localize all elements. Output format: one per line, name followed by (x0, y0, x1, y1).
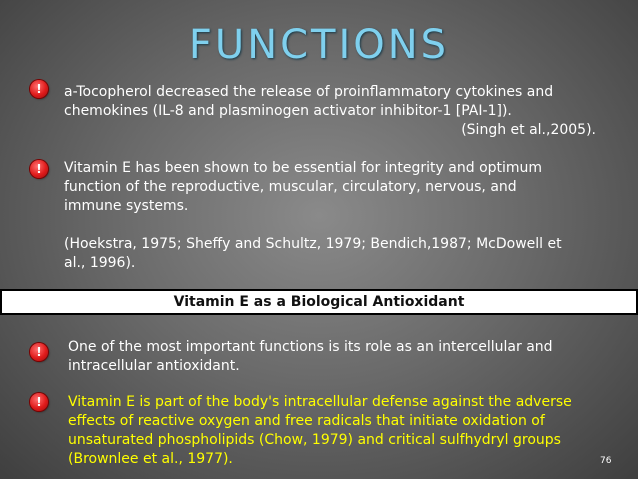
bullet-text-intracellular-defense (68, 393, 628, 469)
text-line: a-Tocopherol decreased the release of proinflammatory cytokines and (64, 84, 554, 100)
page-number: 76 (600, 456, 612, 466)
slide-title: FUNCTIONS (188, 22, 450, 68)
text-line: Vitamin E has been shown to be essential for integrity and optimum (64, 160, 543, 176)
bullet-text-antioxidant-role (68, 338, 628, 376)
text-line: Vitamin E is part of the body's intracellular defense against the adverse (68, 394, 572, 410)
bullet-icon: ! (30, 393, 48, 411)
text-line: unsaturated phospholipids (Chow, 1979) and critical sulfhydryl groups (68, 432, 561, 448)
banner-title: Vitamin E as a Biological Antioxidant (173, 294, 465, 310)
text-line: immune systems. (64, 198, 189, 214)
citation: (Hoekstra, 1975; Sheffy and Schultz, 1979; Bendich,1987; McDowell et (64, 236, 562, 252)
text-line: intracellular antioxidant. (68, 358, 240, 374)
bullet-icon: ! (30, 160, 48, 178)
citation: (Singh et al.,2005). (461, 122, 596, 138)
text-line: (Brownlee et al., 1977). (68, 451, 233, 467)
bullet-text-vitamin-e-essential (64, 159, 624, 273)
text-line: One of the most important functions is its role as an intercellular and (68, 339, 553, 355)
section-banner (0, 289, 638, 315)
bullet-text-cytokines (64, 83, 624, 140)
text-line: function of the reproductive, muscular, circulatory, nervous, and (64, 179, 517, 195)
text-line: chemokines (IL-8 and plasminogen activator inhibitor-1 [PAI-1]). (64, 103, 512, 119)
citation: al., 1996). (64, 255, 136, 271)
text-line: effects of reactive oxygen and free radicals that initiate oxidation of (68, 413, 545, 429)
bullet-icon: ! (30, 80, 48, 98)
bullet-icon: ! (30, 343, 48, 361)
